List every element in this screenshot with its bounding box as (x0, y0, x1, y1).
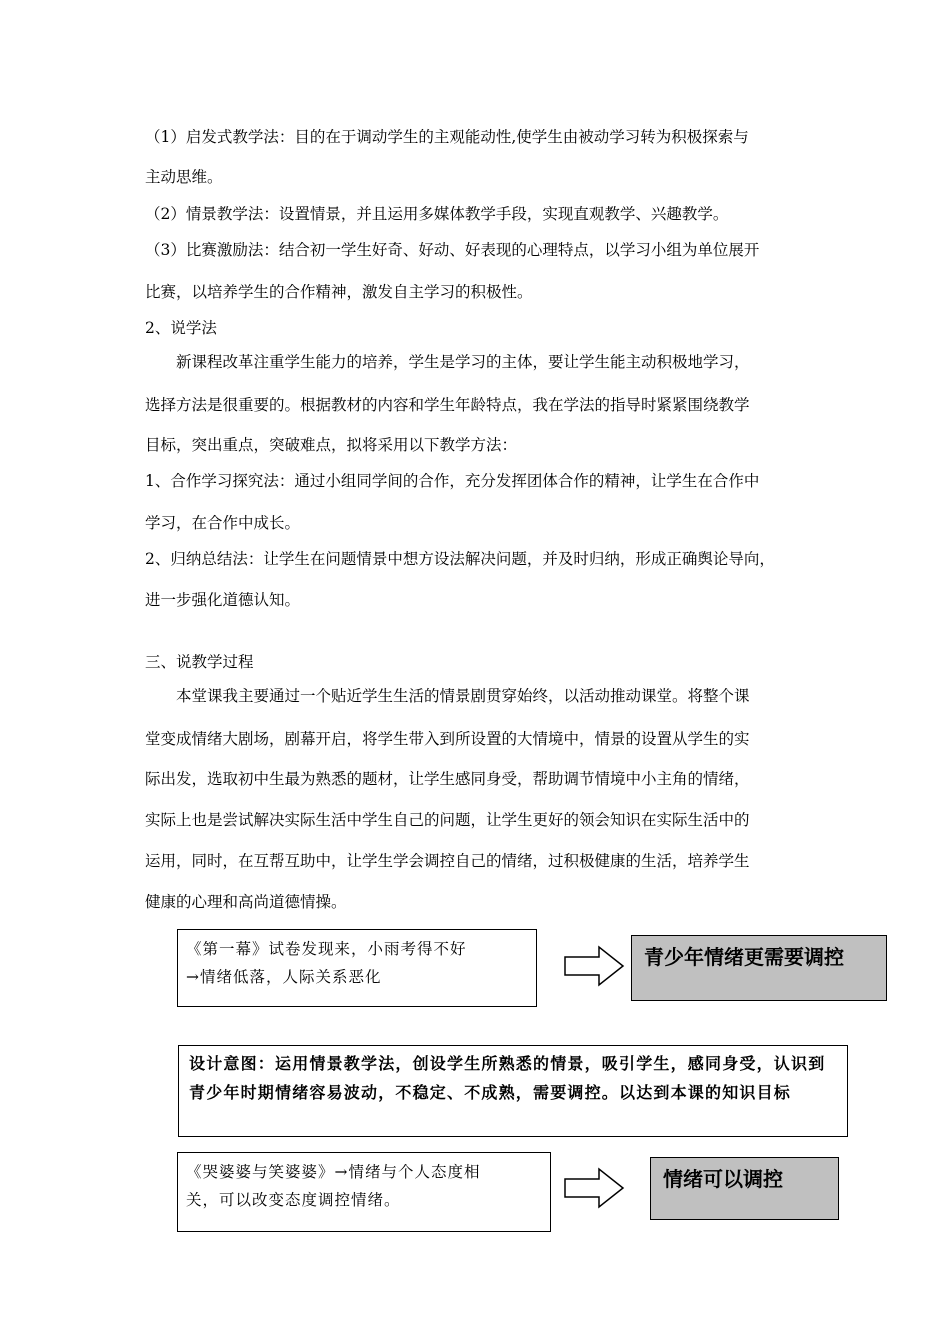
paragraph-situational-method: （2）情景教学法：设置情景，并且运用多媒体教学手段，实现直观教学、兴趣教学。 (145, 205, 729, 223)
paragraph-process-cont2: 际出发，选取初中生最为熟悉的题材，让学生感同身受，帮助调节情境中小主角的情绪， (145, 770, 750, 788)
paragraph-heuristic-method: （1）启发式教学法：目的在于调动学生的主观能动性,使学生由被动学习转为积极探索与 (145, 128, 749, 146)
design-intent-box (178, 1045, 848, 1137)
paragraph-cooperative-method: 1、合作学习探究法：通过小组同学间的合作，充分发挥团体合作的精神，让学生在合作中 (145, 472, 760, 490)
scene2-line1: 《哭婆婆与笑婆婆》→情绪与个人态度相 (186, 1163, 481, 1181)
paragraph-process-cont3: 实际上也是尝试解决实际生活中学生自己的问题，让学生更好的领会知识在实际生活中的 (145, 811, 750, 829)
arrow-right-icon (563, 1167, 625, 1209)
scene2-result-box: 情绪可以调控 (650, 1157, 839, 1220)
scene1-box (177, 929, 537, 1007)
section-heading-learning-method: 2、说学法 (145, 319, 217, 337)
design-intent-text: 设计意图：运用情景教学法，创设学生所熟悉的情景，吸引学生，感同身受，认识到青少年时期情绪容易波动，不稳定、不成熟，需要调控。以达到本课的知识目标 (189, 1054, 826, 1102)
paragraph-process-cont1: 堂变成情绪大剧场，剧幕开启，将学生带入到所设置的大情境中，情景的设置从学生的实 (145, 730, 750, 748)
paragraph-induction-method: 2、归纳总结法：让学生在问题情景中想方设法解决问题，并及时归纳，形成正确舆论导向， (145, 550, 775, 568)
arrow-right-icon (563, 945, 625, 987)
paragraph-learning-intro-cont2: 目标，突出重点，突破难点，拟将采用以下教学方法： (145, 436, 518, 454)
paragraph-competition-method-cont: 比赛，以培养学生的合作精神，激发自主学习的积极性。 (145, 283, 533, 301)
paragraph-cooperative-method-cont: 学习，在合作中成长。 (145, 514, 301, 532)
scene1-line1: 《第一幕》试卷发现来，小雨考得不好 (186, 940, 467, 958)
paragraph-learning-intro-cont1: 选择方法是很重要的。根据教材的内容和学生年龄特点，我在学法的指导时紧紧围绕教学 (145, 396, 750, 414)
scene1-line2: →情绪低落，人际关系恶化 (186, 968, 382, 986)
paragraph-process-cont4: 运用，同时，在互帮互助中，让学生学会调控自己的情绪，过积极健康的生活，培养学生 (145, 852, 750, 870)
scene2-box (177, 1152, 551, 1232)
paragraph-heuristic-method-cont: 主动思维。 (145, 168, 223, 186)
paragraph-learning-intro: 新课程改革注重学生能力的培养，学生是学习的主体，要让学生能主动积极地学习， (176, 353, 750, 371)
section-heading-teaching-process: 三、说教学过程 (145, 653, 254, 671)
paragraph-process-intro: 本堂课我主要通过一个贴近学生生活的情景剧贯穿始终，以活动推动课堂。将整个课 (176, 687, 750, 705)
paragraph-induction-method-cont: 进一步强化道德认知。 (145, 591, 301, 609)
scene1-result-box: 青少年情绪更需要调控 (631, 935, 887, 1001)
scene2-line2: 关，可以改变态度调控情绪。 (186, 1191, 401, 1209)
paragraph-process-cont5: 健康的心理和高尚道德情操。 (145, 893, 347, 911)
paragraph-competition-method: （3）比赛激励法：结合初一学生好奇、好动、好表现的心理特点，以学习小组为单位展开 (145, 241, 760, 259)
